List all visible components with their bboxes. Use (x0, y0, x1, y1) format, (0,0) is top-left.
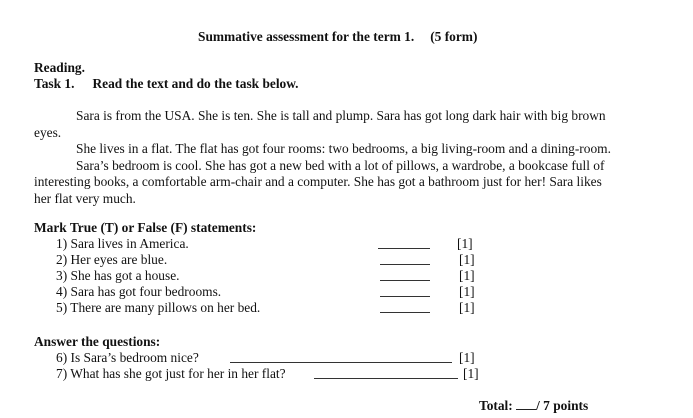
mark-label: [1] (459, 350, 475, 365)
mark-label: [1] (459, 252, 475, 267)
total-blank[interactable] (516, 398, 536, 410)
task-heading (34, 76, 299, 92)
assessment-title: Summative assessment for the term 1. (198, 29, 415, 44)
answer-blank-4[interactable] (380, 296, 430, 297)
list-item: 3) She has got a house. (56, 268, 180, 283)
answer-blank-3[interactable] (380, 280, 430, 281)
text-line: eyes. (34, 124, 62, 140)
question-item: 7) What has she got just for her in her flat? (56, 366, 286, 381)
total-points: / 7 points (536, 398, 589, 413)
true-false-heading: Mark True (T) or False (F) statements: (34, 220, 257, 235)
total-label: Total: (479, 398, 513, 413)
mark-label: [1] (459, 284, 475, 299)
list-item: 1) Sara lives in America. (56, 236, 189, 251)
list-item: 4) Sara has got four bedrooms. (56, 284, 222, 299)
text-line: her flat very much. (34, 190, 136, 206)
text-line: interesting books, a comfortable arm-chair and a computer. She has got a bathroom just for her! Sara likes (34, 174, 602, 190)
mark-label: [1] (463, 366, 479, 381)
text-line: Sara’s bedroom is cool. She has got a new bed with a lot of pillows, a wardrobe, a bookcase full of (76, 157, 605, 173)
answer-blank-5[interactable] (380, 312, 430, 313)
questions-heading: Answer the questions: (34, 334, 161, 349)
task-instruction: Read the text and do the task below. (92, 76, 299, 91)
answer-blank-1[interactable] (378, 248, 430, 249)
task-number: Task 1. (34, 76, 75, 91)
page-title (198, 29, 477, 45)
answer-line-6[interactable] (230, 362, 452, 363)
list-item: 2) Her eyes are blue. (56, 252, 168, 267)
total-score (479, 398, 588, 414)
mark-label: [1] (459, 268, 475, 283)
section-heading: Reading. (34, 60, 85, 75)
reading-text (34, 108, 668, 208)
text-line: She lives in a flat. The flat has got four rooms: two bedrooms, a big living-room and a dining-room. (76, 141, 611, 157)
form-label: (5 form) (430, 29, 478, 44)
mark-label: [1] (457, 236, 473, 251)
text-line: Sara is from the USA. She is ten. She is tall and plump. Sara has got long dark hair with big brown (76, 108, 606, 123)
list-item: 5) There are many pillows on her bed. (56, 300, 261, 315)
answer-blank-2[interactable] (380, 264, 430, 265)
mark-label: [1] (459, 300, 475, 315)
answer-line-7[interactable] (314, 378, 458, 379)
question-item: 6) Is Sara’s bedroom nice? (56, 350, 199, 365)
